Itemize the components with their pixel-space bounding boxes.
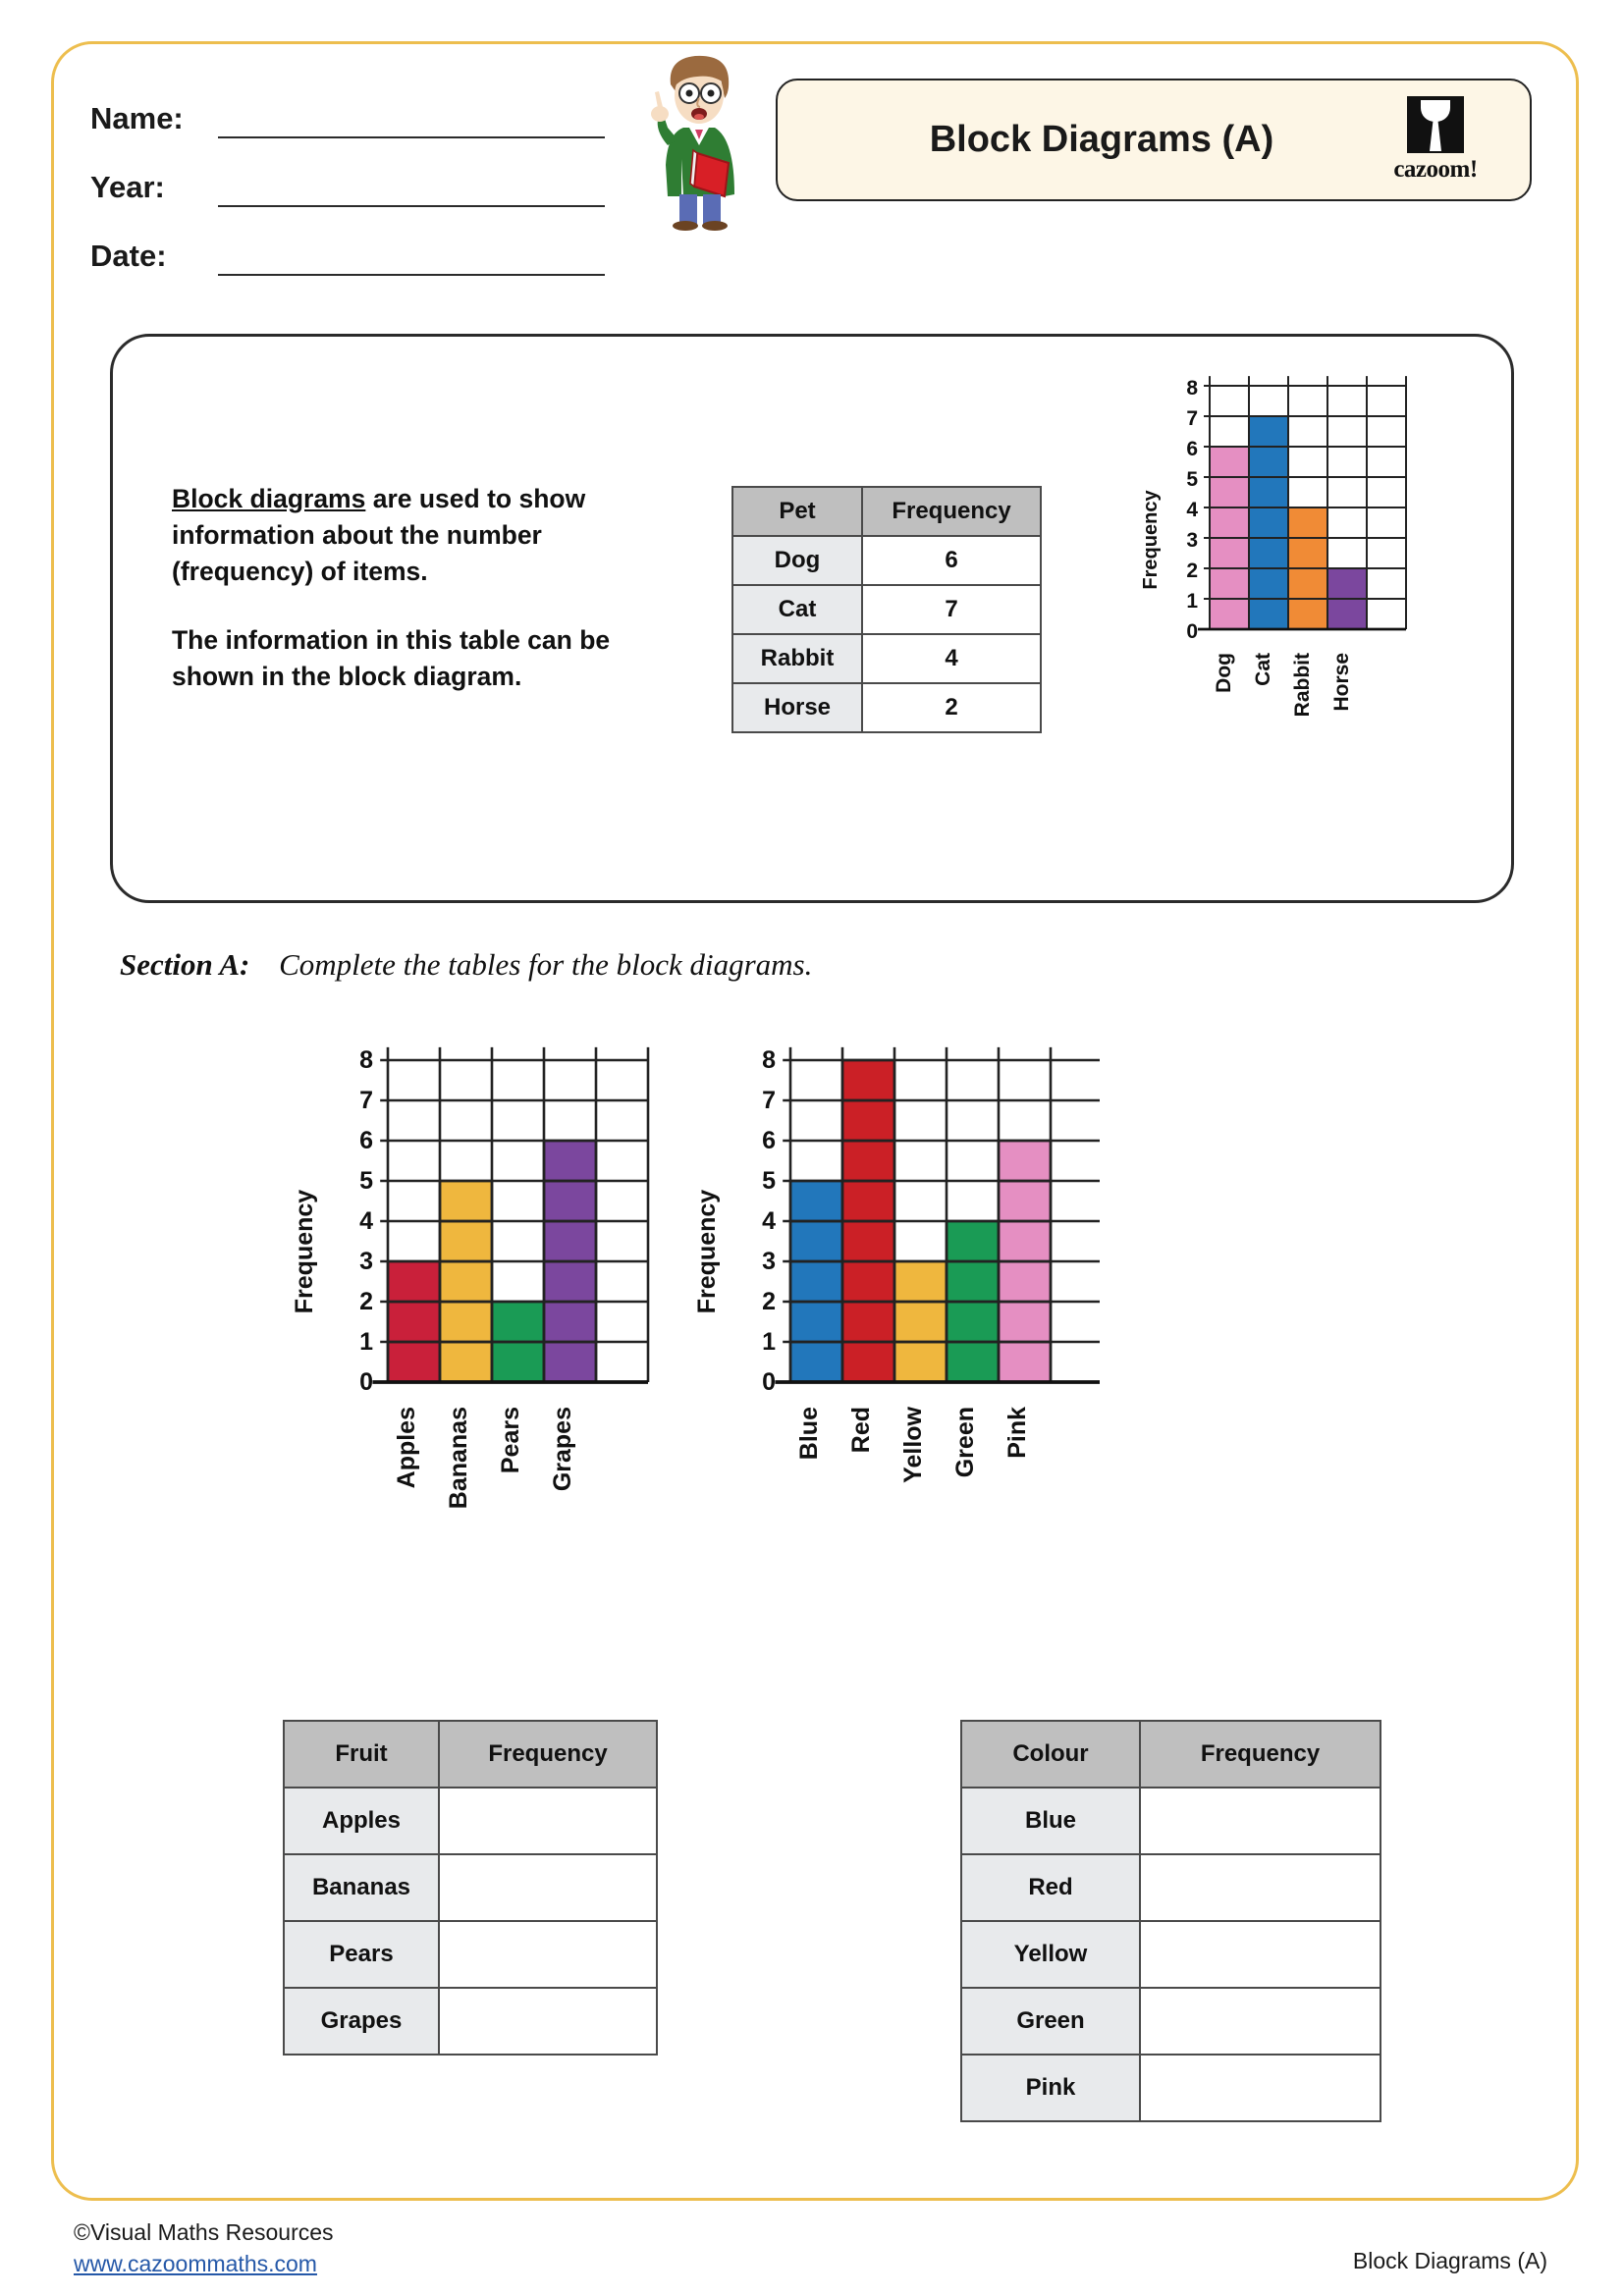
table-row (732, 634, 1041, 683)
column-header-frequency: Frequency (862, 487, 1041, 536)
block-cell (1210, 568, 1249, 599)
block-cell (842, 1141, 894, 1181)
y-tick-8: 8 (1186, 377, 1198, 400)
block-cell (440, 1181, 492, 1221)
y-tick-1: 1 (762, 1328, 776, 1356)
y-tick-3: 3 (1186, 529, 1198, 552)
block-cell (1249, 447, 1288, 477)
y-tick-7: 7 (359, 1087, 373, 1114)
cell-frequency-blank[interactable] (439, 1921, 657, 1988)
block-cell (388, 1342, 440, 1382)
cell-frequency-blank[interactable] (439, 1988, 657, 2055)
block-cell (1210, 477, 1249, 507)
y-tick-6: 6 (762, 1127, 776, 1154)
x-tick-label: Rabbit (1291, 653, 1314, 718)
x-tick-label: Apples (393, 1407, 420, 1489)
y-tick-2: 2 (1186, 560, 1198, 582)
y-tick-4: 4 (359, 1207, 373, 1235)
table-row (732, 683, 1041, 732)
cell-category: Pears (284, 1921, 439, 1988)
fruit-frequency-table[interactable] (283, 1720, 658, 2056)
block-cell (842, 1100, 894, 1141)
x-tick-label: Cat (1252, 653, 1274, 686)
block-cell (842, 1181, 894, 1221)
explanation-key-term: Block diagrams (172, 484, 366, 513)
cell-frequency-blank[interactable] (1140, 1921, 1380, 1988)
block-cell (790, 1181, 842, 1221)
cell-category: Pink (961, 2055, 1140, 2121)
block-cell (1249, 416, 1288, 447)
x-tick-label: Bananas (445, 1407, 472, 1510)
cell-frequency-blank[interactable] (439, 1788, 657, 1854)
column-header-frequency: Frequency (439, 1721, 657, 1788)
name-field-row (90, 93, 621, 138)
block-cell (1249, 599, 1288, 629)
y-axis-title: Frequency (693, 1189, 721, 1314)
example-pet-frequency-table (731, 486, 1042, 733)
block-cell (999, 1261, 1051, 1302)
block-cell (842, 1342, 894, 1382)
cell-category: Apples (284, 1788, 439, 1854)
block-cell (1327, 568, 1367, 599)
explanation-text (172, 481, 633, 695)
cell-category: Horse (732, 683, 862, 732)
y-tick-6: 6 (1186, 438, 1198, 460)
block-cell (1210, 538, 1249, 568)
logo-wordmark: cazoom! (1393, 156, 1478, 183)
student-info-fields (90, 93, 621, 299)
table-row (284, 1788, 657, 1854)
x-tick-label: Dog (1213, 653, 1235, 693)
block-cell (999, 1342, 1051, 1382)
block-cell (790, 1261, 842, 1302)
block-cell (1249, 507, 1288, 538)
footer-sheet-name: Block Diagrams (A) (1352, 2248, 1547, 2273)
cell-frequency: 7 (862, 585, 1041, 634)
y-tick-0: 0 (1186, 620, 1198, 643)
fruit-chart-plot (372, 1047, 648, 1382)
date-field-row (90, 231, 621, 276)
table-row (284, 1988, 657, 2055)
column-header-category: Fruit (284, 1721, 439, 1788)
y-tick-5: 5 (1186, 468, 1198, 491)
y-tick-1: 1 (1186, 590, 1198, 613)
block-cell (999, 1221, 1051, 1261)
section-a-heading (120, 947, 812, 983)
cell-category: Bananas (284, 1854, 439, 1921)
cell-frequency: 2 (862, 683, 1041, 732)
block-cell (440, 1342, 492, 1382)
block-cell (1288, 599, 1327, 629)
year-input-line[interactable] (218, 174, 605, 207)
year-field-row (90, 162, 621, 207)
x-tick-label: Horse (1330, 653, 1353, 712)
block-cell (388, 1261, 440, 1302)
cell-frequency-blank[interactable] (1140, 1854, 1380, 1921)
worksheet-title-box (776, 79, 1532, 201)
x-tick-label: Pears (497, 1407, 524, 1474)
block-cell (492, 1302, 544, 1342)
table-header-row (961, 1721, 1380, 1788)
cell-category: Dog (732, 536, 862, 585)
block-cell (1327, 599, 1367, 629)
fruit-chart-svg (285, 1036, 697, 1664)
fruit-block-diagram (285, 1036, 697, 1664)
block-cell (388, 1302, 440, 1342)
block-cell (842, 1302, 894, 1342)
cell-category: Cat (732, 585, 862, 634)
x-tick-label: Pink (1003, 1407, 1031, 1459)
table-row (732, 585, 1041, 634)
block-cell (1210, 447, 1249, 477)
x-tick-label: Grapes (549, 1407, 576, 1492)
column-header-frequency: Frequency (1140, 1721, 1380, 1788)
name-input-line[interactable] (218, 105, 605, 138)
table-row (961, 2055, 1380, 2121)
y-axis-title: Frequency (1140, 490, 1162, 590)
colour-frequency-table[interactable] (960, 1720, 1381, 2122)
table-row (961, 1988, 1380, 2055)
block-cell (894, 1302, 947, 1342)
name-label: Name: (90, 101, 184, 135)
x-tick-label: Yellow (899, 1407, 927, 1483)
y-tick-7: 7 (762, 1087, 776, 1114)
block-cell (999, 1141, 1051, 1181)
block-cell (1210, 599, 1249, 629)
table-row (961, 1921, 1380, 1988)
cell-frequency-blank[interactable] (439, 1854, 657, 1921)
block-cell (999, 1181, 1051, 1221)
colour-chart-svg (687, 1036, 1100, 1664)
block-cell (440, 1261, 492, 1302)
y-tick-3: 3 (359, 1248, 373, 1275)
footer-credit (74, 2216, 334, 2279)
column-header-category: Colour (961, 1721, 1140, 1788)
block-cell (894, 1342, 947, 1382)
block-cell (790, 1302, 842, 1342)
year-label: Year: (90, 170, 165, 204)
colour-block-diagram (687, 1036, 1100, 1664)
y-tick-0: 0 (762, 1368, 776, 1396)
cell-category: Green (961, 1988, 1140, 2055)
block-cell (1249, 477, 1288, 507)
y-tick-6: 6 (359, 1127, 373, 1154)
x-tick-label: Blue (795, 1407, 823, 1461)
block-cell (999, 1302, 1051, 1342)
cell-category: Red (961, 1854, 1140, 1921)
block-cell (947, 1342, 999, 1382)
table-row (961, 1788, 1380, 1854)
block-cell (544, 1181, 596, 1221)
cell-frequency-blank[interactable] (1140, 1788, 1380, 1854)
cell-category: Grapes (284, 1988, 439, 2055)
teacher-mascot-icon (638, 49, 756, 231)
y-tick-0: 0 (359, 1368, 373, 1396)
block-cell (544, 1221, 596, 1261)
copyright-text: ©Visual Maths Resources (74, 2219, 334, 2245)
block-cell (1249, 568, 1288, 599)
cazoom-logo (1367, 96, 1504, 184)
explanation-paragraph-1-rest: are used to show information about the number (frequency) of items. (172, 484, 586, 586)
vase-illusion-icon (1407, 96, 1464, 153)
block-cell (894, 1261, 947, 1302)
page-title: Block Diagrams (A) (929, 119, 1274, 160)
block-cell (790, 1342, 842, 1382)
y-tick-2: 2 (762, 1288, 776, 1315)
block-cell (440, 1221, 492, 1261)
block-cell (947, 1221, 999, 1261)
explanation-paragraph-2: The information in this table can be shown in the block diagram. (172, 625, 611, 691)
cell-frequency: 4 (862, 634, 1041, 683)
block-cell (947, 1261, 999, 1302)
y-tick-8: 8 (359, 1046, 373, 1074)
y-tick-8: 8 (762, 1046, 776, 1074)
block-cell (790, 1221, 842, 1261)
table-row (732, 536, 1041, 585)
cell-frequency-blank[interactable] (1140, 1988, 1380, 2055)
block-cell (1288, 568, 1327, 599)
block-cell (1288, 538, 1327, 568)
table-row (961, 1854, 1380, 1921)
block-cell (1249, 538, 1288, 568)
section-label: Section A: (120, 947, 250, 982)
cell-frequency: 6 (862, 536, 1041, 585)
cell-category: Yellow (961, 1921, 1140, 1988)
y-tick-3: 3 (762, 1248, 776, 1275)
x-tick-label: Red (847, 1407, 875, 1454)
date-input-line[interactable] (218, 242, 605, 276)
block-cell (544, 1342, 596, 1382)
block-cell (1288, 507, 1327, 538)
block-cell (544, 1302, 596, 1342)
block-cell (492, 1342, 544, 1382)
example-chart-svg (1139, 368, 1473, 800)
block-cell (544, 1141, 596, 1181)
cell-category: Rabbit (732, 634, 862, 683)
block-cell (1210, 507, 1249, 538)
column-header-category: Pet (732, 487, 862, 536)
example-pet-block-diagram (1139, 368, 1473, 800)
block-cell (842, 1261, 894, 1302)
block-cell (440, 1302, 492, 1342)
block-cell (842, 1221, 894, 1261)
section-instruction: Complete the tables for the block diagrams. (279, 947, 813, 982)
table-row (284, 1921, 657, 1988)
block-cell (947, 1302, 999, 1342)
y-tick-5: 5 (762, 1167, 776, 1195)
y-tick-4: 4 (1186, 499, 1198, 521)
block-cell (544, 1261, 596, 1302)
colour-chart-plot (775, 1047, 1100, 1382)
cell-frequency-blank[interactable] (1140, 2055, 1380, 2121)
block-cell (842, 1060, 894, 1100)
table-header-row (732, 487, 1041, 536)
date-label: Date: (90, 239, 167, 273)
y-tick-1: 1 (359, 1328, 373, 1356)
y-tick-2: 2 (359, 1288, 373, 1315)
y-axis-title: Frequency (291, 1189, 318, 1314)
example-chart-plot (1198, 376, 1406, 629)
table-header-row (284, 1721, 657, 1788)
cell-category: Blue (961, 1788, 1140, 1854)
table-row (284, 1854, 657, 1921)
y-tick-7: 7 (1186, 407, 1198, 430)
explanation-paragraph-1 (172, 481, 633, 590)
y-tick-5: 5 (359, 1167, 373, 1195)
website-link[interactable]: www.cazoommaths.com (74, 2251, 317, 2276)
x-tick-label: Green (951, 1407, 979, 1478)
y-tick-4: 4 (762, 1207, 776, 1235)
